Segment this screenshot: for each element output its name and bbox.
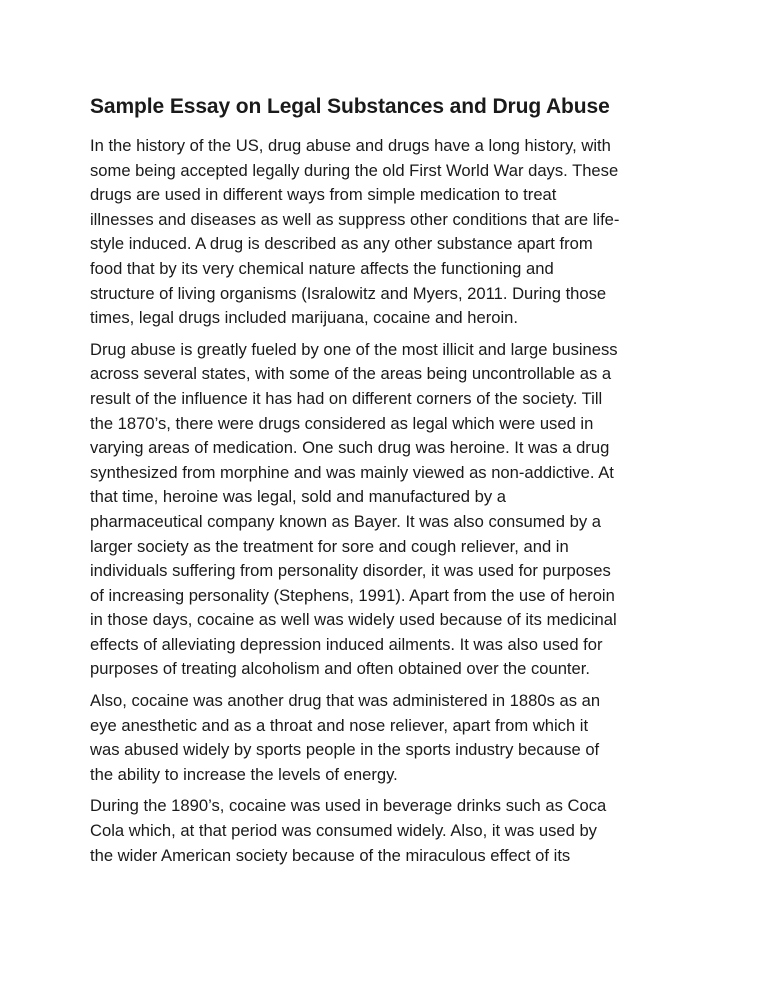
text-line: Cola which, at that period was consumed widely. Also, it was used by [90,821,597,841]
document-page [90,92,690,875]
text-line: that time, heroine was legal, sold and manufactured by a [90,487,507,507]
text-line: Also, cocaine was another drug that was administered in 1880s as an [90,691,601,711]
text-line: the 1870’s, there were drugs considered as legal which were used in [90,413,594,433]
text-line: some being accepted legally during the old First World War days. These [90,160,619,180]
text-line: In the history of the US, drug abuse and drugs have a long history, with [90,136,611,155]
text-line: in those days, cocaine as well was widely used because of its medicinal [90,610,617,630]
text-line: style induced. A drug is described as any other substance apart from [90,234,593,254]
text-line: synthesized from morphine and was mainly viewed as non-addictive. At [90,462,614,482]
text-line: Drug abuse is greatly fueled by one of the most illicit and large business [90,339,618,359]
paragraph-2 [90,338,690,682]
text-line: across several states, with some of the areas being uncontrollable as a [90,364,612,384]
text-line: varying areas of medication. One such drug was heroine. It was a drug [90,438,610,458]
text-line: effects of alleviating depression induced ailments. It was also used for [90,634,603,654]
text-line: larger society as the treatment for sore and cough reliever, and in [90,536,569,556]
text-line: structure of living organisms (Isralowitz and Myers, 2011. During those [90,283,607,303]
document-title: Sample Essay on Legal Substances and Drug Abuse [90,95,610,118]
text-line: the ability to increase the levels of energy. [90,764,398,784]
text-line: purposes of treating alcoholism and often obtained over the counter. [90,659,590,679]
text-line: drugs are used in different ways from simple medication to treat [90,185,557,205]
text-line: of increasing personality (Stephens, 1991). Apart from the use of heroin [90,585,615,605]
text-line: illnesses and diseases as well as suppress other conditions that are life- [90,209,620,229]
text-line: food that by its very chemical nature affects the functioning and [90,258,554,278]
text-line: was abused widely by sports people in the sports industry because of [90,740,600,760]
text-line: result of the influence it has had on different corners of the society. Till [90,388,603,408]
paragraph-3 [90,689,690,787]
text-line: the wider American society because of the miraculous effect of its [90,845,571,865]
paragraph-4 [90,794,690,868]
paragraph-1 [90,134,690,331]
text-line: times, legal drugs included marijuana, cocaine and heroin. [90,308,519,328]
text-line: eye anesthetic and as a throat and nose reliever, apart from which it [90,715,589,735]
text-line: pharmaceutical company known as Bayer. It was also consumed by a [90,511,601,531]
text-line: During the 1890’s, cocaine was used in beverage drinks such as Coca [90,796,607,816]
text-line: individuals suffering from personality disorder, it was used for purposes [90,561,611,581]
